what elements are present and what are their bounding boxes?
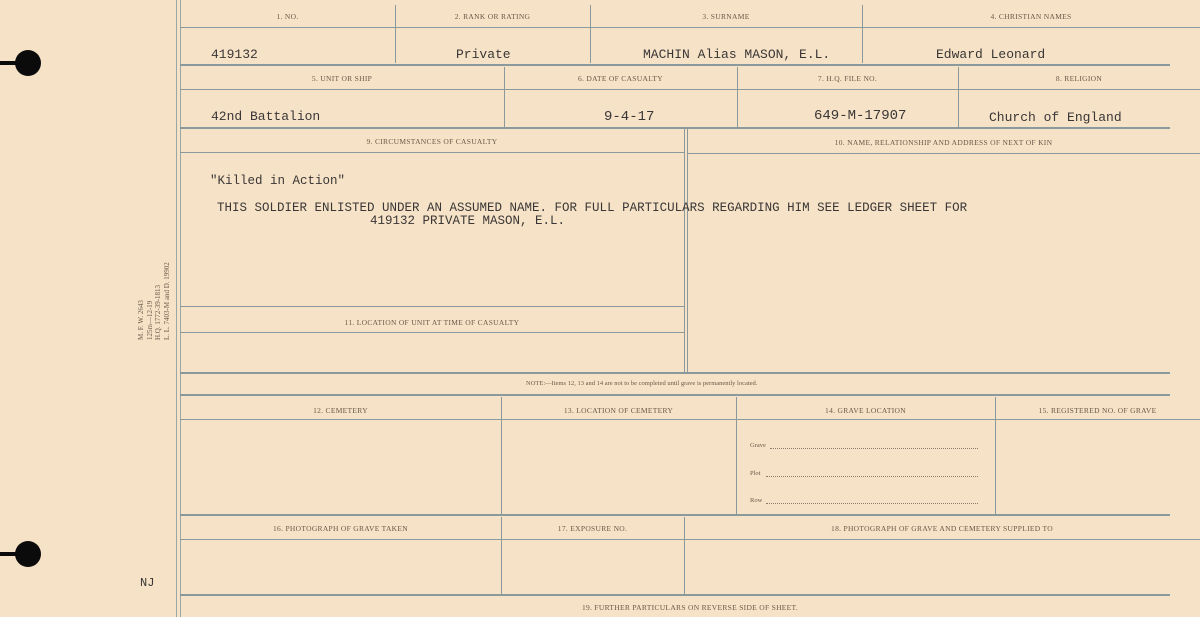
value-file-no: 649-M-17907 (814, 108, 907, 124)
row4-bottom-rule (180, 514, 1170, 516)
value-unit: 42nd Battalion (211, 109, 321, 124)
label-photograph-taken: 16. PHOTOGRAPH OF GRAVE TAKEN (273, 524, 408, 533)
label-exposure-no: 17. EXPOSURE NO. (557, 524, 628, 533)
row3-div-b (687, 129, 688, 372)
side-print-2: 125m—12-19 (146, 300, 154, 340)
row1-header-rule (180, 27, 1200, 28)
row3-header-rule-left (180, 152, 684, 153)
label-further-particulars: 19. FURTHER PARTICULARS ON REVERSE SIDE OF SHEET. (581, 603, 799, 612)
label-location-of-unit: 11. LOCATION OF UNIT AT TIME OF CASUALTY (344, 318, 520, 327)
value-number: 419132 (211, 47, 258, 62)
row2-header-rule (180, 89, 1200, 90)
label-location-of-cemetery: 13. LOCATION OF CEMETERY (563, 406, 674, 415)
label-row: Row (750, 497, 763, 504)
label-religion: 8. RELIGION (1055, 74, 1103, 83)
row3-mid-rule-2 (180, 332, 684, 333)
label-christian-names: 4. CHRISTIAN NAMES (990, 12, 1072, 21)
row3-bottom-rule (180, 372, 1170, 374)
label-circumstances: 9. CIRCUMSTANCES OF CASUALTY (366, 137, 498, 146)
label-unit: 5. UNIT OR SHIP (311, 74, 373, 83)
label-grave: Grave (750, 442, 766, 449)
value-religion: Church of England (989, 110, 1122, 125)
label-number: 1. NO. (276, 12, 299, 21)
row3-header-rule-right (687, 153, 1200, 154)
note-text: NOTE:—Items 12, 13 and 14 are not to be completed until grave is permanently located. (526, 380, 758, 387)
label-rank: 2. RANK OR RATING (454, 12, 531, 21)
label-photograph-supplied: 18. PHOTOGRAPH OF GRAVE AND CEMETERY SUPPLIED TO (831, 524, 1053, 533)
row3-div (684, 129, 685, 372)
plot-dotted-line (766, 476, 978, 477)
label-registered-no: 15. REGISTERED NO. OF GRAVE (1038, 406, 1157, 415)
label-cemetery: 12. CEMETERY (313, 406, 368, 415)
label-surname: 3. SURNAME (702, 12, 750, 21)
row4-header-rule (180, 419, 1200, 420)
value-remark-line2: 419132 PRIVATE MASON, E.L. (370, 214, 566, 228)
row-dotted-line (766, 503, 978, 504)
row2-bottom-rule (180, 127, 1170, 129)
margin-line (176, 0, 177, 617)
label-plot: Plot (750, 470, 761, 477)
value-surname: MACHIN Alias MASON, E.L. (643, 47, 831, 62)
label-file-no: 7. H.Q. FILE NO. (817, 74, 878, 83)
side-print-3: H.Q. 1772-39-1813 (154, 284, 162, 340)
value-christian-names: Edward Leonard (936, 47, 1046, 62)
label-next-of-kin: 10. NAME, RELATIONSHIP AND ADDRESS OF NEXT OF KIN (834, 138, 1053, 147)
side-print-4: L. L. 7403-M and D. 19902 (163, 262, 171, 340)
clerk-initials: NJ (140, 576, 155, 590)
row3-mid-rule (180, 306, 684, 307)
value-circumstance: "Killed in Action" (210, 174, 346, 188)
side-print-1: M. F. W. 2643 (137, 300, 145, 340)
value-date: 9-4-17 (604, 109, 655, 125)
label-date: 6. DATE OF CASUALTY (577, 74, 663, 83)
row5-header-rule (180, 539, 1200, 540)
row1-bottom-rule (180, 64, 1170, 66)
value-remark-line1: THIS SOLDIER ENLISTED UNDER AN ASSUMED NAME. FOR FULL PARTICULARS REGARDING HIM SEE LEDGER SHEET FOR (217, 201, 968, 215)
punch-hole-bottom-stub (0, 552, 20, 556)
label-grave-location: 14. GRAVE LOCATION (825, 406, 906, 415)
row5-bottom-rule (180, 594, 1170, 596)
grave-dotted-line (770, 448, 978, 449)
punch-hole-top-stub (0, 61, 20, 65)
note-bottom-rule (180, 394, 1170, 396)
value-rank: Private (456, 47, 511, 62)
